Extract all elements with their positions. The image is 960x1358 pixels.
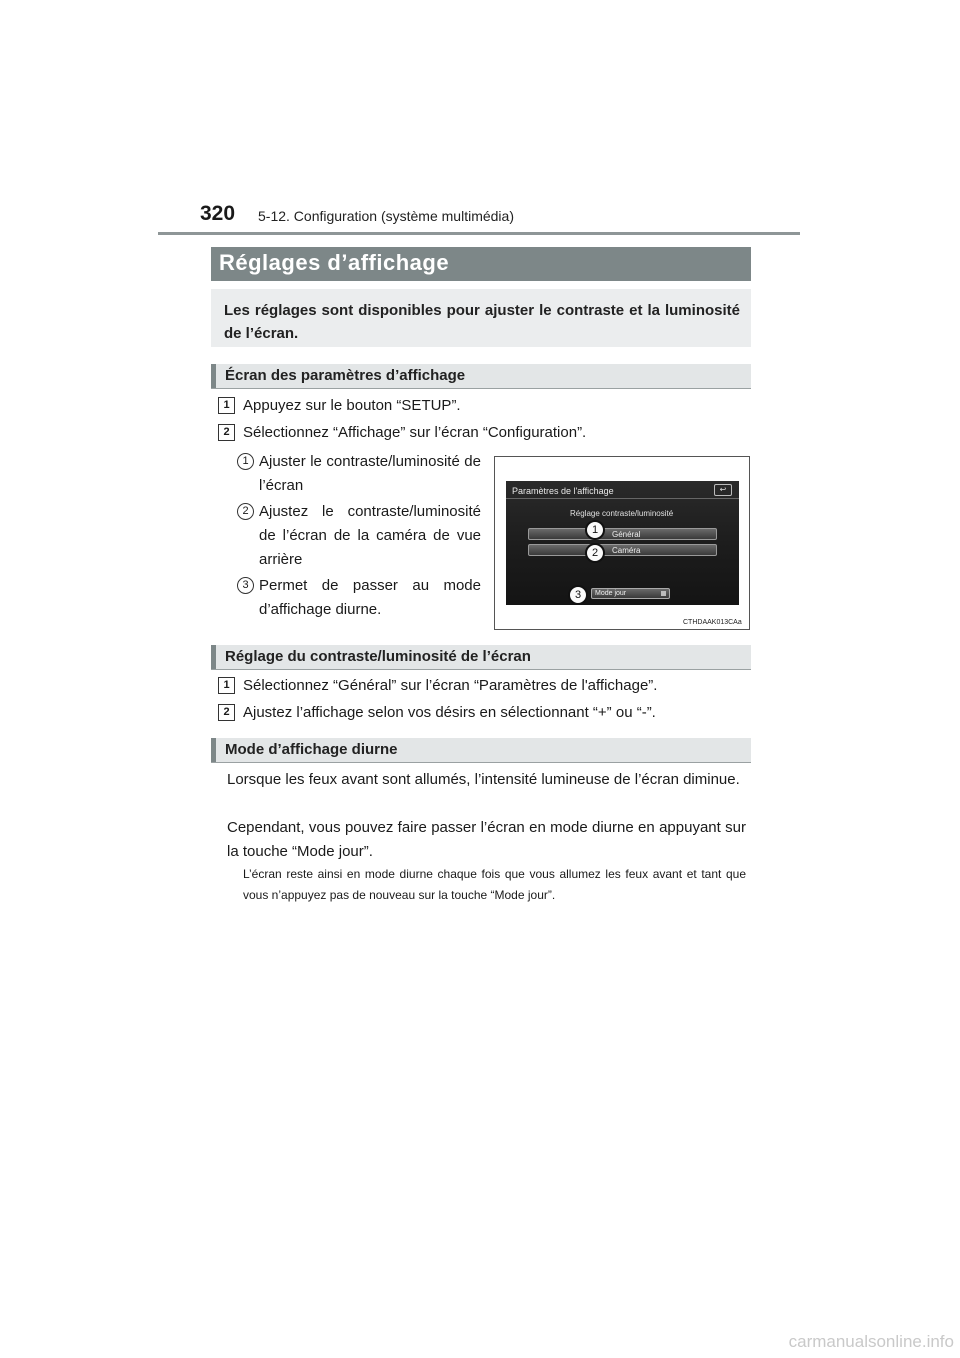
- screen-marker-2: 2: [585, 543, 605, 563]
- screen-divider: [506, 498, 739, 499]
- note-paragraph: L’écran reste ainsi en mode diurne chaque fois que vous allumez les feux avant et tant que vous n’appuyez pas de nouveau sur la touche “Mode jour”.: [243, 867, 746, 902]
- camera-button: [528, 544, 717, 556]
- screen-marker-1: 1: [585, 520, 605, 540]
- callout-text: Ajuster le contraste/luminosité de l’écran: [259, 453, 481, 494]
- callout-number: 3: [237, 577, 254, 594]
- page-number: 320: [200, 202, 236, 225]
- step-text: Sélectionnez “Affichage” sur l’écran “Configuration”.: [243, 424, 587, 441]
- watermark: carmanualsonline.info: [788, 1332, 954, 1351]
- breadcrumb: 5-12. Configuration (système multimédia): [258, 208, 514, 224]
- display-settings-screenshot: [506, 481, 739, 605]
- step-text: Ajustez l’affichage selon vos désirs en sélectionnant “+” ou “-”.: [243, 704, 656, 721]
- step-text: Sélectionnez “Général” sur l’écran “Paramètres de l'affichage”.: [243, 677, 658, 694]
- intro-box: [211, 289, 751, 347]
- section-title-band: [211, 247, 751, 281]
- step-number-box: 2: [218, 704, 235, 721]
- step-text: Appuyez sur le bouton “SETUP”.: [243, 397, 461, 414]
- general-button: [528, 528, 717, 540]
- subheading-text: Mode d’affichage diurne: [225, 741, 398, 758]
- step-number-box: 1: [218, 397, 235, 414]
- figure-code: CTHDAAK013CAa: [683, 619, 742, 626]
- subheading-text: Écran des paramètres d’affichage: [225, 367, 466, 384]
- screen-subtitle: Réglage contraste/luminosité: [570, 509, 674, 518]
- subheading-text: Réglage du contraste/luminosité de l’écran: [225, 648, 531, 665]
- day-mode-button: Mode jour: [591, 588, 670, 599]
- general-button-label: Général: [612, 530, 641, 539]
- subheading-contrast-brightness: [211, 645, 751, 670]
- screen-marker-3: 3: [568, 585, 588, 605]
- header-divider: [158, 232, 800, 235]
- back-icon: ↩: [714, 484, 732, 496]
- callout-text: Permet de passer au mode d’affichage diurne.: [259, 577, 481, 618]
- camera-button-label: Caméra: [612, 546, 641, 555]
- step-number-box: 1: [218, 677, 235, 694]
- subheading-day-mode: [211, 738, 751, 763]
- step-number-box: 2: [218, 424, 235, 441]
- section-title: Réglages d’affichage: [219, 250, 450, 275]
- subheading-display-settings-screen: [211, 364, 751, 389]
- screen-title: Paramètres de l'affichage: [512, 486, 614, 496]
- paragraph: Cependant, vous pouvez faire passer l’écran en mode diurne en appuyant sur la touche “Mode jour”.: [227, 819, 746, 860]
- callout-text: Ajustez le contraste/luminosité de l’écran de la caméra de vue arrière: [259, 503, 481, 568]
- callout-number: 2: [237, 503, 254, 520]
- intro-text: Les réglages sont disponibles pour ajuster le contraste et la luminosité de l’écran.: [224, 302, 740, 342]
- paragraph: Lorsque les feux avant sont allumés, l’intensité lumineuse de l’écran diminue.: [227, 771, 740, 788]
- callout-number: 1: [237, 453, 254, 470]
